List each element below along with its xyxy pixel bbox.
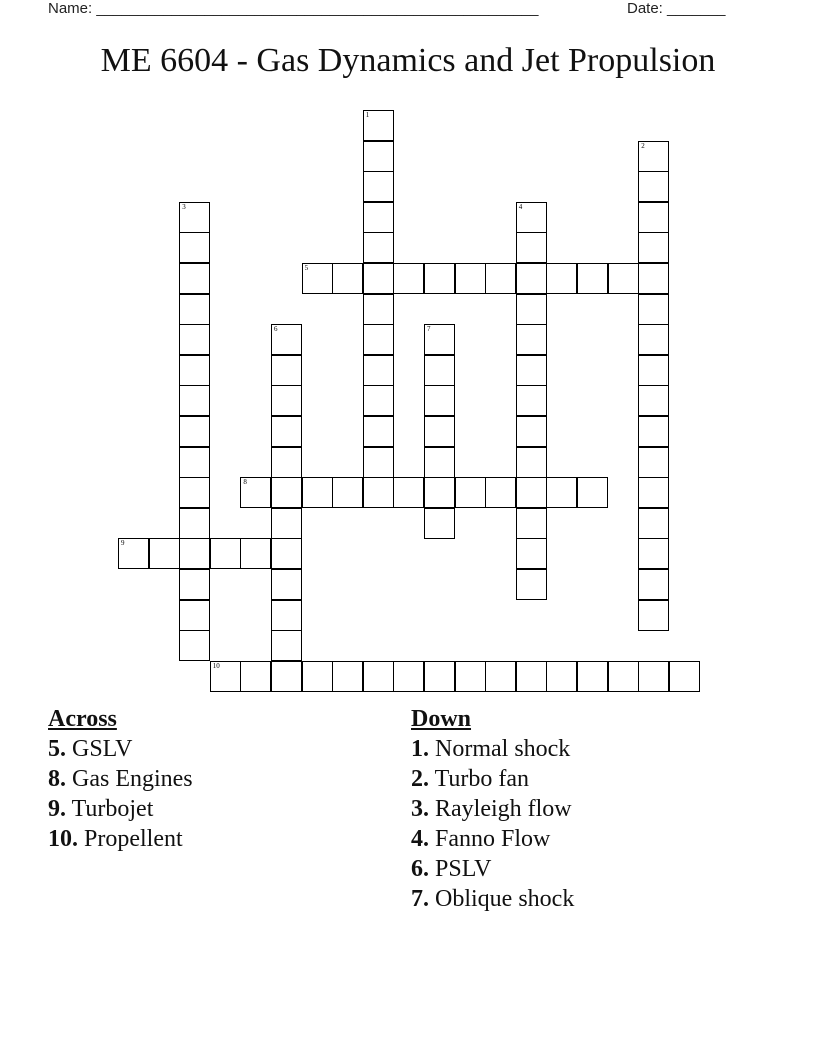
crossword-cell[interactable] — [363, 447, 394, 478]
crossword-cell[interactable] — [302, 661, 333, 692]
clue-item: 5. GSLV — [48, 736, 133, 762]
crossword-cell[interactable] — [424, 508, 455, 539]
crossword-cell[interactable] — [638, 171, 669, 202]
crossword-cell[interactable] — [638, 416, 669, 447]
crossword-cell[interactable] — [271, 355, 302, 386]
crossword-cell[interactable] — [179, 630, 210, 661]
crossword-cell[interactable] — [271, 508, 302, 539]
across-clues — [48, 704, 193, 854]
crossword-cell[interactable] — [393, 477, 424, 508]
crossword-cell[interactable] — [516, 477, 547, 508]
crossword-cell[interactable] — [240, 477, 271, 508]
crossword-cell[interactable] — [546, 263, 577, 294]
crossword-cell[interactable] — [516, 202, 547, 233]
crossword-cell[interactable] — [424, 416, 455, 447]
crossword-cell[interactable] — [393, 263, 424, 294]
clue-number: 9 — [121, 539, 125, 548]
clue-number: 2 — [641, 141, 645, 150]
crossword-cell[interactable] — [638, 508, 669, 539]
crossword-cell[interactable] — [638, 294, 669, 325]
crossword-cell[interactable] — [179, 508, 210, 539]
crossword-cell[interactable] — [271, 477, 302, 508]
crossword-cell[interactable] — [179, 355, 210, 386]
crossword-cell[interactable] — [638, 324, 669, 355]
crossword-cell[interactable] — [455, 263, 486, 294]
crossword-cell[interactable] — [149, 538, 180, 569]
crossword-cell[interactable] — [271, 600, 302, 631]
crossword-cell[interactable] — [638, 538, 669, 569]
clue-number: 10 — [212, 661, 220, 670]
crossword-cell[interactable] — [302, 477, 333, 508]
crossword-cell[interactable] — [363, 416, 394, 447]
crossword-cell[interactable] — [363, 477, 394, 508]
crossword-cell[interactable] — [424, 385, 455, 416]
crossword-cell[interactable] — [424, 477, 455, 508]
crossword-cell[interactable] — [271, 569, 302, 600]
clue-item: 4. Fanno Flow — [411, 826, 551, 852]
crossword-cell[interactable] — [455, 477, 486, 508]
crossword-cell[interactable] — [179, 569, 210, 600]
crossword-cell[interactable] — [271, 661, 302, 692]
crossword-cell[interactable] — [516, 447, 547, 478]
crossword-cell[interactable] — [485, 661, 516, 692]
crossword-cell[interactable] — [638, 232, 669, 263]
crossword-cell[interactable] — [210, 661, 241, 692]
crossword-cell[interactable] — [638, 355, 669, 386]
clue-item: 1. Normal shock — [411, 736, 571, 762]
crossword-cell[interactable] — [516, 324, 547, 355]
crossword-cell[interactable] — [332, 661, 363, 692]
crossword-cell[interactable] — [516, 355, 547, 386]
crossword-cell[interactable] — [363, 202, 394, 233]
crossword-cell[interactable] — [485, 263, 516, 294]
crossword-cell[interactable] — [179, 294, 210, 325]
crossword-cell[interactable] — [424, 661, 455, 692]
crossword-cell[interactable] — [179, 416, 210, 447]
crossword-cell[interactable] — [516, 232, 547, 263]
crossword-cell[interactable] — [638, 263, 669, 294]
across-heading: Across — [48, 706, 117, 732]
crossword-cell[interactable] — [271, 324, 302, 355]
down-clues — [411, 704, 574, 914]
crossword-cell[interactable] — [332, 477, 363, 508]
crossword-cell[interactable] — [638, 385, 669, 416]
crossword-cell[interactable] — [363, 324, 394, 355]
crossword-cell[interactable] — [302, 263, 333, 294]
crossword-cell[interactable] — [577, 263, 608, 294]
crossword-cell[interactable] — [424, 324, 455, 355]
crossword-cell[interactable] — [271, 447, 302, 478]
crossword-cell[interactable] — [179, 385, 210, 416]
clue-number: 4 — [518, 202, 523, 211]
clue-number: 8 — [243, 478, 247, 487]
crossword-cell[interactable] — [210, 538, 241, 569]
crossword-cell[interactable] — [332, 263, 363, 294]
crossword-cell[interactable] — [179, 447, 210, 478]
crossword-cell[interactable] — [546, 661, 577, 692]
crossword-cell[interactable] — [363, 141, 394, 172]
clue-item: 8. Gas Engines — [48, 766, 193, 792]
crossword-cell[interactable] — [638, 600, 669, 631]
date-field-label: Date: _______ — [627, 0, 726, 17]
crossword-cell[interactable] — [638, 477, 669, 508]
crossword-cell[interactable] — [455, 661, 486, 692]
crossword-cell[interactable] — [638, 447, 669, 478]
crossword-cell[interactable] — [363, 355, 394, 386]
clue-number: 1 — [365, 111, 370, 119]
crossword-cell[interactable] — [179, 232, 210, 263]
crossword-cell[interactable] — [669, 661, 700, 692]
crossword-cell[interactable] — [638, 661, 669, 692]
crossword-cell[interactable] — [179, 324, 210, 355]
crossword-cell[interactable] — [485, 477, 516, 508]
crossword-cell[interactable] — [516, 508, 547, 539]
crossword-cell[interactable] — [577, 477, 608, 508]
crossword-cell[interactable] — [424, 447, 455, 478]
crossword-cell[interactable] — [240, 661, 271, 692]
crossword-cell[interactable] — [516, 416, 547, 447]
crossword-cell[interactable] — [516, 263, 547, 294]
crossword-cell[interactable] — [638, 569, 669, 600]
crossword-cell[interactable] — [363, 385, 394, 416]
clue-item: 6. PSLV — [411, 856, 492, 882]
clue-number: 6 — [274, 325, 278, 334]
crossword-cell[interactable] — [608, 661, 639, 692]
page-title: ME 6604 - Gas Dynamics and Jet Propulsion — [100, 42, 716, 79]
crossword-cell[interactable] — [516, 661, 547, 692]
crossword-cell[interactable] — [240, 538, 271, 569]
crossword-cell[interactable] — [577, 661, 608, 692]
crossword-cell[interactable] — [179, 538, 210, 569]
down-heading: Down — [411, 706, 472, 732]
crossword-cell[interactable] — [638, 141, 669, 172]
crossword-cell[interactable] — [516, 538, 547, 569]
crossword-cell[interactable] — [363, 661, 394, 692]
clue-item: 3. Rayleigh flow — [411, 796, 572, 822]
crossword-cell[interactable] — [516, 294, 547, 325]
name-field-label: Name: _____________________________________________________ — [48, 0, 539, 17]
crossword-cell[interactable] — [363, 171, 394, 202]
crossword-cell[interactable] — [179, 263, 210, 294]
crossword-cell[interactable] — [608, 263, 639, 294]
clue-number: 7 — [427, 325, 431, 334]
crossword-cell[interactable] — [179, 600, 210, 631]
crossword-cell[interactable] — [271, 538, 302, 569]
crossword-cell[interactable] — [271, 416, 302, 447]
crossword-cell[interactable] — [179, 202, 210, 233]
clue-item: 7. Oblique shock — [411, 886, 575, 912]
crossword-cell[interactable] — [363, 263, 394, 294]
clue-item: 10. Propellent — [48, 826, 183, 852]
crossword-cell[interactable] — [424, 263, 455, 294]
crossword-cell[interactable] — [118, 538, 149, 569]
clue-number: 3 — [182, 202, 186, 211]
clue-item: 9. Turbojet — [48, 796, 154, 822]
crossword-cell[interactable] — [271, 630, 302, 661]
crossword-cell[interactable] — [363, 110, 394, 141]
crossword-cell[interactable] — [179, 477, 210, 508]
clue-number: 5 — [304, 264, 309, 272]
clue-item: 2. Turbo fan — [411, 766, 530, 792]
crossword-cell[interactable] — [363, 232, 394, 263]
crossword-cell[interactable] — [393, 661, 424, 692]
crossword-cell[interactable] — [271, 385, 302, 416]
crossword-cell[interactable] — [546, 477, 577, 508]
crossword-cell[interactable] — [638, 202, 669, 233]
crossword-cell[interactable] — [363, 294, 394, 325]
crossword-cell[interactable] — [516, 385, 547, 416]
crossword-cell[interactable] — [516, 569, 547, 600]
crossword-cell[interactable] — [424, 355, 455, 386]
